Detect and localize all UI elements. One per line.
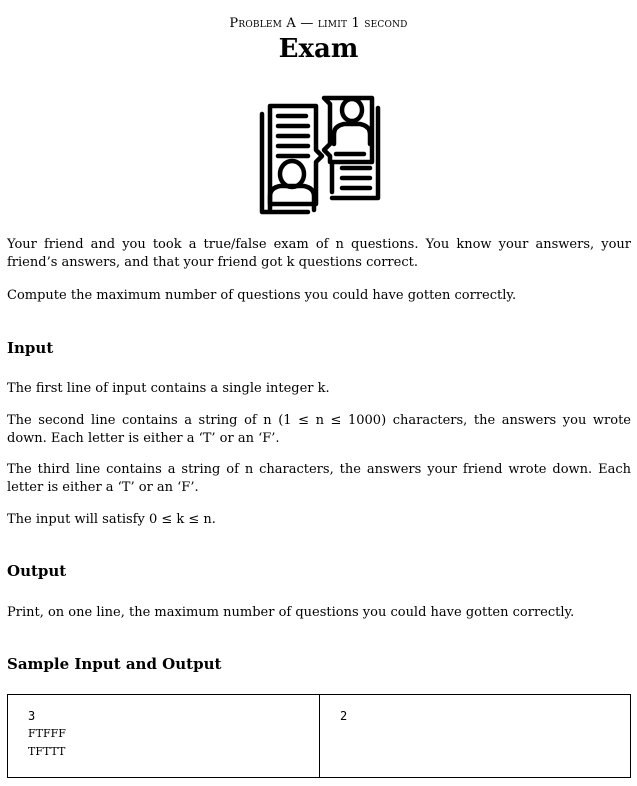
sample-output-line: 2 [340, 709, 348, 723]
input-paragraph-3: The third line contains a string of n characters, the answers your friend wrote down. Each letter is either a ‘T’ or an ‘F’. [7, 462, 631, 495]
sample-input-line: 3 [28, 709, 36, 723]
sample-input-cell [8, 695, 320, 777]
statement-paragraph-1: Your friend and you took a true/false exam of n questions. You know your answers, your friend’s answers, and that your friend got k questions correct. [7, 237, 631, 270]
input-paragraph-4: The input will satisfy 0 ≤ k ≤ n. [7, 512, 216, 527]
sample-input-line: TFTTT [28, 745, 66, 758]
exam-people-documents-icon [256, 92, 386, 216]
output-heading: Output [7, 562, 67, 580]
page-title: Exam [278, 34, 359, 64]
output-paragraph-1: Print, on one line, the maximum number of questions you could have gotten correctly. [7, 605, 575, 620]
sample-output-cell [320, 695, 630, 777]
input-paragraph-2: The second line contains a string of n (1 ≤ n ≤ 1000) characters, the answers you wrote down. Each letter is either a ‘T’ or an ‘F’. [7, 413, 631, 446]
statement-paragraph-2: Compute the maximum number of questions you could have gotten correctly. [7, 288, 517, 303]
sample-table [7, 694, 631, 778]
input-heading: Input [7, 339, 54, 357]
problem-header: Problem A — limit 1 second [229, 16, 408, 31]
input-paragraph-1: The first line of input contains a single integer k. [7, 381, 330, 396]
sample-heading: Sample Input and Output [7, 655, 222, 673]
sample-input-line: FTFFF [28, 727, 66, 740]
